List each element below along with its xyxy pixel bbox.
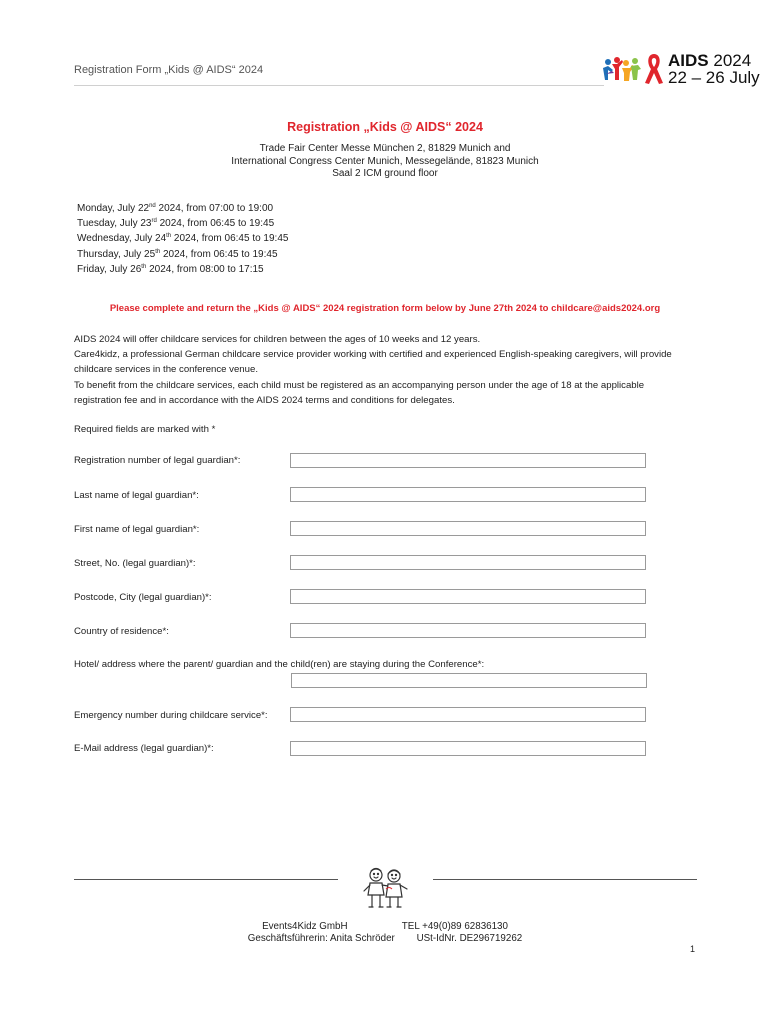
email-input[interactable] xyxy=(290,741,646,756)
ordinal-suffix: th xyxy=(155,248,161,255)
postcode-city-input[interactable] xyxy=(290,589,646,604)
schedule-time: 2024, from 06:45 to 19:45 xyxy=(156,218,275,230)
last-name-label: Last name of legal guardian*: xyxy=(74,490,199,501)
country-label: Country of residence*: xyxy=(74,626,169,637)
schedule-item xyxy=(77,216,288,231)
emergency-number-input[interactable] xyxy=(290,707,646,722)
schedule-time: 2024, from 07:00 to 19:00 xyxy=(155,203,274,214)
intro-paragraph: AIDS 2024 will offer childcare services for children between the ages of 10 weeks and 12 years. xyxy=(74,334,481,345)
document-header-text: Registration Form „Kids @ AIDS“ 2024 xyxy=(74,64,264,76)
logo-year: 2024 xyxy=(713,51,752,70)
schedule-day: Thursday, July 25 xyxy=(77,248,156,260)
footer-manager-line: Geschäftsführerin: Anita Schröder USt-IdNr. DE296719262 xyxy=(247,933,523,944)
required-fields-note: Required fields are marked with * xyxy=(74,424,216,435)
ordinal-suffix: rd xyxy=(151,218,157,225)
emergency-number-label: Emergency number during childcare service*: xyxy=(74,710,268,721)
schedule-time: 2024, from 08:00 to 17:15 xyxy=(146,263,264,275)
logo-dates: 22 – 26 July xyxy=(668,68,760,87)
registration-number-input[interactable] xyxy=(290,453,646,468)
first-name-input[interactable] xyxy=(290,521,646,536)
schedule-list xyxy=(77,201,288,277)
ordinal-suffix: th xyxy=(141,263,147,270)
red-ribbon-icon xyxy=(643,52,665,86)
footer-company-line: Events4Kidz GmbH TEL +49(0)89 62836130 xyxy=(262,921,508,932)
page-number: 1 xyxy=(690,944,696,954)
schedule-item xyxy=(77,262,288,277)
ordinal-suffix: nd xyxy=(149,203,156,209)
registration-number-label: Registration number of legal guardian*: xyxy=(74,455,241,466)
footer-divider-left xyxy=(74,879,338,880)
schedule-day: Friday, July 26 xyxy=(77,263,142,275)
people-logo-icon xyxy=(602,54,642,86)
venue-line: Saal 2 ICM ground floor xyxy=(332,168,438,179)
schedule-day: Wednesday, July 24 xyxy=(77,233,167,245)
venue-block xyxy=(0,143,770,181)
page-title: Registration „Kids @ AIDS“ 2024 xyxy=(287,120,483,134)
intro-text xyxy=(74,332,674,408)
schedule-time: 2024, from 06:45 to 19:45 xyxy=(171,233,289,245)
schedule-day: Tuesday, July 23 xyxy=(77,218,152,230)
first-name-label: First name of legal guardian*: xyxy=(74,524,200,535)
deadline-notice: Please complete and return the „Kids @ AIDS“ 2024 registration form below by June 27th 2024 to childcare@aids2024.org xyxy=(109,303,661,314)
schedule-time: 2024, from 06:45 to 19:45 xyxy=(160,248,278,260)
header-divider xyxy=(74,85,604,86)
ordinal-suffix: th xyxy=(166,233,172,240)
venue-line: International Congress Center Munich, Messegelände, 81823 Munich xyxy=(231,155,539,167)
schedule-item xyxy=(77,231,288,246)
intro-paragraph: Care4kidz, a professional German childcare service provider working with certified and experienced English-speaking caregivers, will provide childcare services in the conference venue. xyxy=(74,349,672,376)
intro-paragraph: To benefit from the childcare services, each child must be registered as an accompanying person under the age of 18 at the applicable registration fee and in accordance with the AIDS 2024 terms and conditions for delegates. xyxy=(74,379,645,406)
aids-2024-logo xyxy=(602,50,762,90)
schedule-day: Monday, July 22 xyxy=(77,203,150,214)
kids-drawing-logo-icon xyxy=(360,865,412,913)
last-name-input[interactable] xyxy=(290,487,646,502)
footer-divider-right xyxy=(433,879,697,880)
email-label: E-Mail address (legal guardian)*: xyxy=(74,743,214,754)
hotel-address-label: Hotel/ address where the parent/ guardian and the child(ren) are staying during the Conference*: xyxy=(74,659,485,670)
street-input[interactable] xyxy=(290,555,646,570)
postcode-city-label: Postcode, City (legal guardian)*: xyxy=(74,592,212,603)
schedule-item xyxy=(77,201,288,216)
logo-brand: AIDS xyxy=(668,51,709,70)
street-label: Street, No. (legal guardian)*: xyxy=(74,558,196,569)
hotel-address-input[interactable] xyxy=(291,673,647,688)
venue-line: Trade Fair Center Messe München 2, 81829 Munich and xyxy=(259,143,511,154)
country-input[interactable] xyxy=(290,623,646,638)
schedule-item xyxy=(77,247,288,262)
